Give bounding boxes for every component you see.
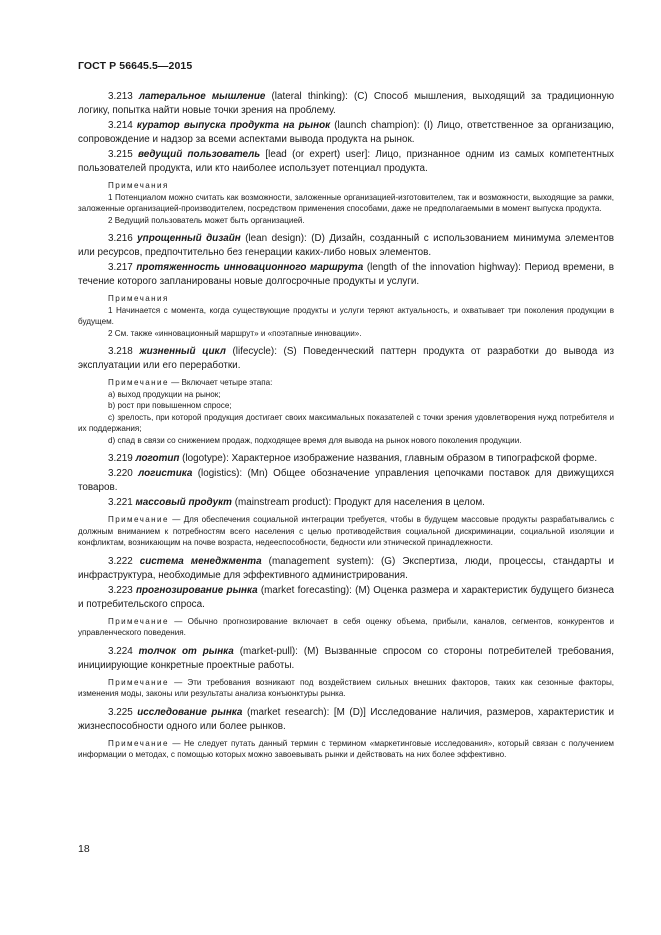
note-line: 1 Начинается с момента, когда существующие продукты и услуги теряют актуальность, и охватывает три поколения продукции в будущем. bbox=[78, 305, 614, 326]
note-heading: Примечания bbox=[108, 181, 169, 190]
term-definition: (market forecasting): (M) Оценка размера и характеристик будущего бизнеса и потребительского спроса. bbox=[78, 584, 615, 610]
term-name: логистика bbox=[138, 468, 193, 479]
note-line bbox=[78, 377, 614, 389]
note-line bbox=[78, 677, 614, 700]
note-label: Примечание bbox=[108, 515, 169, 524]
term-number: 3.214 bbox=[108, 120, 133, 131]
term-name: логотип bbox=[135, 453, 180, 464]
note-block bbox=[78, 180, 614, 226]
term-definition: (logotype): Характерное изображение названия, главным образом в типографской форме. bbox=[182, 453, 598, 464]
term-number: 3.225 bbox=[108, 706, 133, 718]
note-line bbox=[78, 514, 614, 549]
note-list-item: b) рост при повышенном спросе; bbox=[108, 401, 232, 410]
document-header: ГОСТ Р 56645.5—2015 bbox=[78, 60, 193, 72]
term-number: 3.217 bbox=[108, 262, 133, 273]
note-text: — Для обеспечения социальной интеграции требуется, чтобы в будущем массовые продукты разрабатывались с должным вниманием к потребностям всего населения с целью противодействия социальной дискриминации, социальной изоляции и конфликтам, возникающим на почве возраста, недееспособности, бедности или этнической принадлежности. bbox=[78, 515, 615, 547]
note-list-item: d) спад в связи со снижением продаж, подходящее время для вывода на рынок нового поколения продукции. bbox=[108, 435, 522, 445]
note-line: 2 Ведущий пользователь может быть организацией. bbox=[108, 215, 305, 225]
term-entry bbox=[78, 584, 614, 612]
term-entry bbox=[78, 452, 614, 466]
note-heading: Примечания bbox=[108, 294, 169, 303]
term-name: массовый продукт bbox=[135, 497, 232, 508]
term-entry bbox=[78, 232, 614, 260]
term-entry bbox=[78, 345, 614, 373]
note-label: Примечание bbox=[108, 738, 169, 748]
term-definition: (launch champion): (I) Лицо, ответственное за организацию, сопровождение и надзор за всеми аспектами вывода продукта на рынок. bbox=[78, 120, 614, 145]
term-entry bbox=[78, 467, 614, 495]
note-label: Примечание bbox=[108, 677, 169, 687]
note-label: Примечание bbox=[108, 616, 169, 626]
term-definition: (lifecycle): (S) Поведенческий паттерн продукта от разработки до вывода из эксплуатации или его переработки. bbox=[78, 346, 614, 371]
note-block bbox=[78, 377, 614, 446]
term-definition: (management system): (G) Экспертиза, люди, процессы, стандарты и инфраструктура, необходимые для эффективного администрирования. bbox=[78, 555, 614, 581]
term-number: 3.219 bbox=[108, 453, 133, 464]
note-text: — Обычно прогнозирование включает в себя оценку объема, прибыли, каналов, сегментов, конкурентов и управленческого поведения. bbox=[78, 616, 615, 637]
term-name: упрощенный дизайн bbox=[137, 233, 241, 244]
note-label: Примечание bbox=[108, 378, 169, 387]
term-number: 3.221 bbox=[108, 497, 133, 508]
note-line: 1 Потенциалом можно считать как возможности, заложенные организацией-изготовителем, так и возможности, выходящие за рамки, заложенные организацией-производителем, посредством применения способами, даже не предполагаемыми в момент выпуска продукта. bbox=[78, 192, 614, 213]
term-name: исследование рынка bbox=[137, 706, 243, 718]
term-number: 3.216 bbox=[108, 233, 133, 244]
term-name: ведущий пользователь bbox=[138, 149, 261, 160]
term-definition: (length of the innovation highway): Период времени, в течение которого запланированы новые долгосрочные продукты и услуги. bbox=[78, 262, 615, 287]
term-definition: (mainstream product): Продукт для населения в целом. bbox=[234, 497, 485, 508]
note-block bbox=[78, 616, 614, 639]
term-entry bbox=[78, 261, 614, 289]
term-number: 3.223 bbox=[108, 584, 133, 596]
term-entry bbox=[78, 706, 614, 734]
term-entry bbox=[78, 645, 614, 673]
note-list-item: c) зрелость, при которой продукция достигает своих максимальных показателей с точки зрения удовлетворения нужд потребителя и их поддержания; bbox=[78, 412, 614, 433]
document-body bbox=[78, 90, 614, 767]
term-name: система менеджмента bbox=[139, 555, 262, 567]
term-name: латеральное мышление bbox=[138, 91, 266, 102]
note-text: — Не следует путать данный термин с термином «маркетинговые исследования», который связан с получением информации о методах, с помощью которых можно завоевывать рынки и действовать на них более эффективно. bbox=[78, 738, 614, 759]
term-name: толчок от рынка bbox=[138, 645, 234, 657]
term-definition: [lead (or expert) user]: Лицо, признанное одним из самых компетентных пользователей продукта, или кто наиболее использует потенциал продукта. bbox=[78, 149, 614, 174]
term-definition: (logistics): (Mn) Общее обозначение управления цепочками поставок для движущихся товаров. bbox=[78, 468, 614, 493]
term-entry bbox=[78, 148, 614, 176]
term-entry bbox=[78, 90, 614, 118]
term-number: 3.218 bbox=[108, 346, 133, 357]
term-entry bbox=[78, 496, 614, 510]
term-name: прогнозирование рынка bbox=[135, 584, 258, 596]
note-line bbox=[78, 616, 614, 639]
note-block bbox=[78, 514, 614, 549]
page-number: 18 bbox=[78, 843, 90, 855]
term-name: протяженность инновационного маршрута bbox=[136, 262, 364, 273]
term-definition: (market research): [M (D)] Исследование наличия, размеров, характеристик и жизнеспособности одного или более рынков. bbox=[78, 706, 614, 732]
note-block bbox=[78, 738, 614, 761]
note-text: — Эти требования возникают под воздействием сильных внешних факторов, таких как сезонные факторы, изменения моды, законы или результаты анализа конъюнктуры рынка. bbox=[78, 677, 615, 698]
term-entry bbox=[78, 119, 614, 147]
term-name: жизненный цикл bbox=[139, 346, 226, 357]
term-number: 3.213 bbox=[108, 91, 133, 102]
term-entry bbox=[78, 555, 614, 583]
term-number: 3.224 bbox=[108, 645, 133, 657]
term-number: 3.215 bbox=[108, 149, 133, 160]
note-block bbox=[78, 677, 614, 700]
note-text: — Включает четыре этапа: bbox=[171, 378, 273, 387]
term-name: куратор выпуска продукта на рынок bbox=[136, 120, 331, 131]
note-list-item: а) выход продукции на рынок; bbox=[108, 389, 221, 399]
term-number: 3.222 bbox=[108, 555, 133, 567]
term-definition: (market-pull): (M) Вызванные спросом со стороны потребителей требования, инициирующие конкретные проектные работы. bbox=[78, 645, 614, 671]
term-definition: (lean design): (D) Дизайн, созданный с использованием минимума элементов или ресурсов, предпочтительно без генерации каких-либо новых элементов. bbox=[78, 233, 614, 258]
note-line bbox=[78, 738, 614, 761]
term-definition: (lateral thinking): (C) Способ мышления, выходящий за традиционную логику, попытка найти новые точки зрения на проблему. bbox=[78, 91, 614, 116]
term-number: 3.220 bbox=[108, 468, 133, 479]
note-block bbox=[78, 293, 614, 339]
note-line: 2 См. также «инновационный маршрут» и «поэтапные инновации». bbox=[108, 328, 362, 338]
